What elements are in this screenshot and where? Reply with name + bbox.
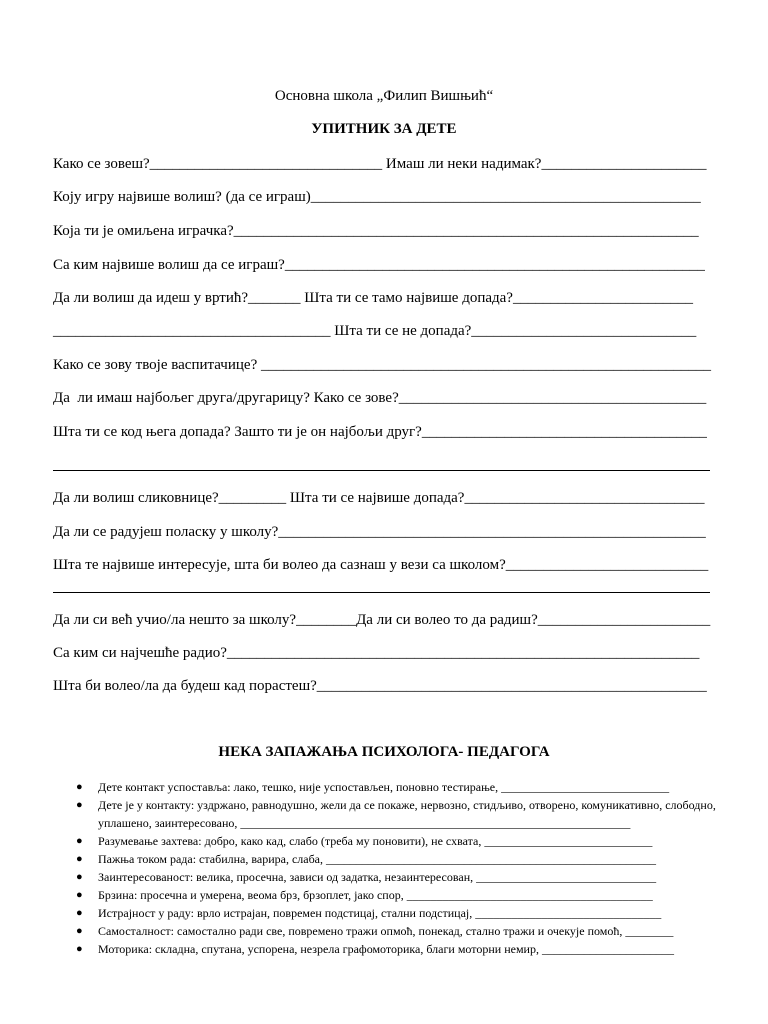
question-favorite-toy: Која ти је омиљена играчка?______________________________________________________________ bbox=[53, 223, 699, 239]
bullet-icon: ● bbox=[76, 835, 83, 847]
question-school-start: Да ли се радујеш поласку у школу?_________________________________________________________ bbox=[53, 524, 706, 540]
question-dislike: _____________________________________ Шта ти се не допада?______________________________ bbox=[53, 323, 697, 339]
question-best-friend: Да ли имаш најбољег друга/другарицу? Како се зове?_________________________________________ bbox=[53, 390, 707, 406]
observations-title: НЕКА ЗАПАЖАЊА ПСИХОЛОГА- ПЕДАГОГА bbox=[218, 744, 550, 760]
question-future: Шта би волео/ла да будеш кад порастеш?____________________________________________________ bbox=[53, 678, 707, 694]
answer-line bbox=[53, 470, 710, 471]
answer-line bbox=[53, 592, 710, 593]
list-item: ● Моторика: складна, спутана, успорена, незрела графомоторика, благи моторни немир, ______________________ bbox=[76, 942, 674, 956]
bullet-icon: ● bbox=[76, 781, 83, 793]
question-picture-books: Да ли волиш сликовнице?_________ Шта ти се највише допада?________________________________ bbox=[53, 490, 705, 506]
question-favorite-game: Коју игру највише волиш? (да се играш)____________________________________________________ bbox=[53, 189, 701, 205]
question-school-interest: Шта те највише интересује, шта би волео да сазнаш у вези са школом?___________________________ bbox=[53, 557, 709, 573]
list-item: ● Разумевање захтева: добро, како кад, слабо (треба му поновити), не схвата, ____________________________ bbox=[76, 834, 653, 848]
questionnaire-title: УПИТНИК ЗА ДЕТЕ bbox=[311, 121, 457, 137]
bullet-icon: ● bbox=[76, 943, 83, 955]
question-name-nickname: Како се зовеш?_______________________________ Имаш ли неки надимак?______________________ bbox=[53, 156, 707, 172]
bullet-icon: ● bbox=[76, 871, 83, 883]
bullet-icon: ● bbox=[76, 907, 83, 919]
bullet-icon: ● bbox=[76, 799, 83, 811]
question-friend-why: Шта ти се код њега допада? Зашто ти је он најбољи друг?______________________________________ bbox=[53, 424, 707, 440]
bullet-icon: ● bbox=[76, 925, 83, 937]
bullet-icon: ● bbox=[76, 853, 83, 865]
list-item: ● Брзина: просечна и умерена, веома брз, брзоплет, јако спор, _________________________________________ bbox=[76, 888, 653, 902]
question-worked-with: Са ким си најчешће радио?_______________________________________________________________ bbox=[53, 645, 700, 661]
list-item: ● Пажња током рада: стабилна, варира, слаба, _______________________________________________________ bbox=[76, 852, 657, 866]
question-playmate: Са ким највише волиш да се играш?________________________________________________________ bbox=[53, 257, 705, 273]
list-item: ● Истрајност у раду: врло истрајан, повремен подстицај, стални подстицај, _______________________________ bbox=[76, 906, 662, 920]
bullet-icon: ● bbox=[76, 889, 83, 901]
list-item: ● Дете је у контакту: уздржано, равнодушно, жели да се покаже, нервозно, стидљиво, отворено, комуникативно, слободно, уплашено, заинтересовано, _________________________________________________________________ bbox=[76, 798, 716, 830]
list-item: ● Самосталност: самостално ради све, повремено тражи опмоћ, понекад, стално тражи и очекује помоћ, ________ bbox=[76, 924, 674, 938]
list-item: ● Дете контакт успоставља: лако, тешко, није успостављен, поновно тестирање, ____________________________ bbox=[76, 780, 670, 794]
question-kindergarten: Да ли волиш да идеш у вртић?_______ Шта ти се тамо највише допада?________________________ bbox=[53, 290, 693, 306]
school-name: Основна школа „Филип Вишњић“ bbox=[274, 88, 494, 104]
observations-list bbox=[76, 778, 716, 958]
list-item: ● Заинтересованост: велика, просечна, зависи од задатка, незаинтересован, ______________________________ bbox=[76, 870, 657, 884]
question-learned: Да ли си већ учио/ла нешто за школу?________Да ли си волео то да радиш?_______________________ bbox=[53, 612, 711, 628]
question-teachers: Како се зову твоје васпитачице? ____________________________________________________________ bbox=[53, 357, 711, 373]
